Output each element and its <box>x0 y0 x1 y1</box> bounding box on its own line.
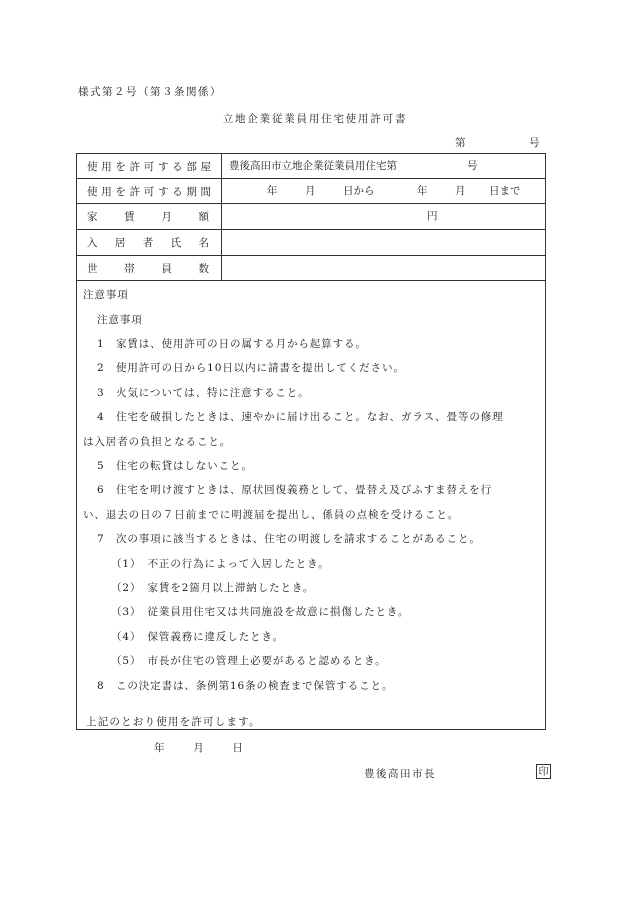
label-char: 可 <box>143 160 155 173</box>
label-char: 世 <box>87 262 98 275</box>
mayor-title: 豊後高田市長 <box>364 768 436 780</box>
label-resident-name <box>77 230 222 255</box>
notes-line: （4） 保管義務に違反したとき。 <box>111 630 284 643</box>
row-rent <box>77 204 545 230</box>
label-char: 入 <box>87 237 98 249</box>
seal-stamp: 印 <box>536 764 551 779</box>
period-start-year: 年 <box>267 185 278 197</box>
row-household-count <box>77 256 545 281</box>
period-start-day: 日から <box>343 185 375 197</box>
notes-line: （5） 市長が住宅の管理上必要があると認めるとき。 <box>111 655 387 668</box>
notes-line: 4 住宅を破損したときは、速やかに届け出ること。なお、ガラス、畳等の修理 <box>97 411 504 424</box>
notes-line: は入居者の負担となること。 <box>83 435 232 448</box>
label-char: 間 <box>200 185 211 198</box>
label-char: 使 <box>87 160 98 173</box>
label-char: 氏 <box>170 237 182 249</box>
notes-line: （1） 不正の行為によって入居したとき。 <box>111 557 330 570</box>
notes-header: 注意事項 <box>83 289 129 301</box>
issue-date-year: 年 <box>154 742 165 754</box>
label-char: 期 <box>186 185 197 198</box>
approval-statement: 上記のとおり使用を許可します。 <box>86 716 261 728</box>
issue-date-day: 日 <box>232 742 243 754</box>
label-char: 額 <box>198 211 209 223</box>
value-period <box>223 179 545 203</box>
label-char: 可 <box>143 185 155 198</box>
label-char: 月 <box>161 211 172 223</box>
row-room <box>77 154 545 179</box>
period-end-year: 年 <box>417 185 428 197</box>
label-char: 者 <box>142 237 154 249</box>
issue-date <box>154 740 243 755</box>
label-household-count <box>77 256 222 280</box>
value-household-count <box>223 256 545 280</box>
label-period <box>77 179 222 203</box>
notes-line: 3 火気については、特に注意すること。 <box>97 386 310 399</box>
label-char: 名 <box>198 237 209 249</box>
label-char: 家 <box>87 211 98 223</box>
value-resident-name <box>223 230 545 255</box>
value-rent <box>223 204 545 229</box>
label-char: る <box>172 160 183 173</box>
notes-line: 2 使用許可の日から10日以内に請書を提出してください。 <box>97 362 405 375</box>
notes-subheader: 注意事項 <box>97 314 143 326</box>
row-resident-name <box>77 230 545 256</box>
label-rent <box>77 204 222 229</box>
notes-line: 6 住宅を明け渡すときは、原状回復義務として、畳替え及びふすま替えを行 <box>97 484 492 497</box>
label-char: 屋 <box>200 160 211 173</box>
label-char: 居 <box>114 237 126 249</box>
room-suffix: 号 <box>467 160 478 172</box>
notes-line: （3） 従業員用住宅又は共同施設を故意に損傷したとき。 <box>111 606 410 619</box>
room-prefix: 豊後高田市立地企業従業員用住宅第 <box>229 160 397 172</box>
form-number-label: 様式第２号（第３条関係） <box>78 86 222 98</box>
period-end-month: 月 <box>455 185 466 197</box>
label-char: 使 <box>87 185 98 198</box>
label-char: 用 <box>101 185 112 198</box>
notes-line: い、退去の日の７日前までに明渡届を提出し、係員の点検を受けること。 <box>83 508 460 521</box>
label-char: 数 <box>198 262 209 275</box>
permit-form-table <box>76 153 546 730</box>
label-char: を <box>115 185 126 198</box>
notes-line: 5 住宅の転貸はしないこと。 <box>97 460 253 472</box>
label-char: 員 <box>161 262 172 275</box>
notes-line: 8 この決定書は、条例第16条の検査まで保管すること。 <box>97 679 394 692</box>
label-char: る <box>172 185 183 198</box>
period-start-month: 月 <box>305 185 316 197</box>
label-char: 部 <box>186 160 197 173</box>
label-char: 用 <box>101 160 112 173</box>
notes-line: 1 家賃は、使用許可の日の属する月から起算する。 <box>97 338 367 350</box>
row-period <box>77 179 545 204</box>
label-char: 許 <box>129 185 141 198</box>
document-title: 立地企業従業員用住宅使用許可書 <box>222 113 408 125</box>
rent-yen-unit: 円 <box>427 210 438 222</box>
notes-line: 7 次の事項に該当するときは、住宅の明渡しを請求することがあること。 <box>97 533 481 546</box>
label-room <box>77 154 222 178</box>
value-room <box>223 154 545 178</box>
label-char: 許 <box>129 160 141 173</box>
document-number-prefix: 第 <box>455 137 466 149</box>
document-number-suffix: 号 <box>529 137 540 149</box>
label-char: 帯 <box>124 262 135 275</box>
label-char: 賃 <box>124 211 135 223</box>
period-end-day: 日まで <box>489 185 521 197</box>
notes-line: （2） 家賃を2箇月以上滞納したとき。 <box>111 582 315 594</box>
label-char: す <box>157 160 169 173</box>
label-char: を <box>115 160 126 173</box>
issue-date-month: 月 <box>193 742 204 754</box>
label-char: す <box>157 185 169 198</box>
